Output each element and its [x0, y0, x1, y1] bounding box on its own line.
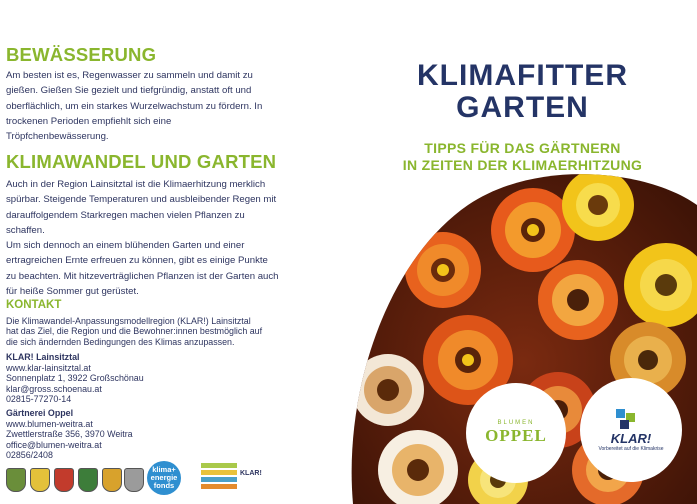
klima-energie-fonds-logo: [147, 461, 181, 495]
text-line: darauffolgendem Starkregen machen vielen Pflanzen zu: [6, 209, 245, 221]
title-line: KLIMAFITTER: [417, 59, 628, 92]
paragraph-kontakt: [6, 316, 306, 347]
contact-web-link[interactable]: www.klar-lainsitztal.at: [6, 362, 91, 373]
contact-email-link[interactable]: office@blumen-weitra.at: [6, 439, 102, 450]
municipal-crest-icon: [78, 468, 98, 492]
logo-text: energie: [150, 473, 178, 482]
contact-web-link[interactable]: www.blumen-weitra.at: [6, 418, 93, 429]
contact-address: Sonnenplatz 1, 3922 Großschönau: [6, 373, 144, 384]
municipal-crest-icon: [102, 468, 122, 492]
contact-name: Gärtnerei Oppel: [6, 408, 74, 418]
klar-logo-name: KLAR!: [610, 430, 652, 446]
subtitle-line: TIPPS FÜR DAS GÄRTNERN: [424, 140, 621, 156]
text-line: trockenen Perioden empfiehlt sich eine: [6, 115, 172, 127]
paragraph-klimawandel: [6, 177, 306, 299]
text-line: schaffen.: [6, 224, 45, 236]
heading-klimawandel: KLIMAWANDEL UND GARTEN: [6, 151, 277, 172]
contact-phone: 02815-77270-14: [6, 394, 72, 405]
text-line: gießen. Gießen Sie gezielt und tiefgründig, anstatt oft und: [6, 85, 252, 97]
stripe-logo-icon: [201, 463, 237, 491]
municipal-crest-icon: [30, 468, 50, 492]
text-line: ertragreichen Ernte erfreuen zu können, gibt es einige Punkte: [6, 255, 268, 267]
logo-text: fonds: [153, 481, 175, 490]
text-line: Tröpfchenbewässerung.: [6, 131, 109, 143]
municipal-crest-icon: [6, 468, 26, 492]
heading-kontakt: KONTAKT: [6, 299, 62, 311]
text-line: Um sich dennoch an einem blühenden Garten und einer: [6, 240, 245, 252]
klar-logo: [580, 378, 682, 482]
footer-logos: [6, 460, 266, 498]
contact-email-link[interactable]: klar@gross.schoenau.at: [6, 383, 102, 394]
text-line: Die Klimawandel-Anpassungsmodellregion (KLAR!) Lainsitztal: [6, 316, 251, 326]
text-line: Am besten ist es, Regenwasser zu sammeln und damit zu: [6, 70, 253, 81]
klar-logo-tagline: Vorbereitet auf die Klimakrise: [598, 445, 664, 452]
text-line: die sich ändernden Bedingungen des Klimas anzupassen.: [6, 336, 235, 347]
logo-text: klima+: [152, 465, 176, 474]
text-line: Auch in der Region Lainsitztal ist die Klimaerhitzung merklich: [6, 179, 266, 190]
oppel-logo: [466, 383, 566, 483]
cover-panel: [348, 0, 697, 504]
oppel-logo-top: BLUMEN: [497, 420, 535, 426]
title-line: GARTEN: [456, 91, 589, 124]
contact-address: Zwettlerstraße 356, 3970 Weitra: [6, 429, 133, 440]
municipal-crest-icon: [124, 468, 144, 492]
municipal-crest-icon: [54, 468, 74, 492]
text-line: spürbar. Steigende Temperaturen und ausbleibender Regen mit: [6, 194, 277, 206]
paragraph-bewaesserung: [6, 68, 306, 144]
text-line: hat das Ziel, die Region und die Bewohner:innen bestmöglich auf: [6, 326, 263, 337]
contact-phone: 02856/2408: [6, 450, 53, 461]
klar-mini-logo: KLAR!: [240, 470, 262, 477]
cover-subtitle: [348, 140, 697, 174]
klar-logo-icon: [616, 409, 646, 431]
text-line: zu beachten. Mit hitzeverträglichen Pflanzen ist der Garten auch: [6, 270, 279, 282]
text-line: für heiße Sommer gut gerüstet.: [6, 286, 139, 298]
contact-name: KLAR! Lainsitztal: [6, 352, 80, 362]
contact-oppel: [6, 408, 133, 461]
oppel-logo-name: OPPEL: [485, 426, 547, 445]
heading-bewaesserung: BEWÄSSERUNG: [6, 44, 157, 65]
text-line: oberflächlich, um ein starkes Wurzelwachstum zu fördern. In: [6, 100, 263, 112]
contact-klar: [6, 352, 144, 405]
cover-title: [348, 60, 697, 124]
left-panel: [0, 0, 348, 504]
subtitle-line: IN ZEITEN DER KLIMAERHITZUNG: [402, 157, 643, 173]
